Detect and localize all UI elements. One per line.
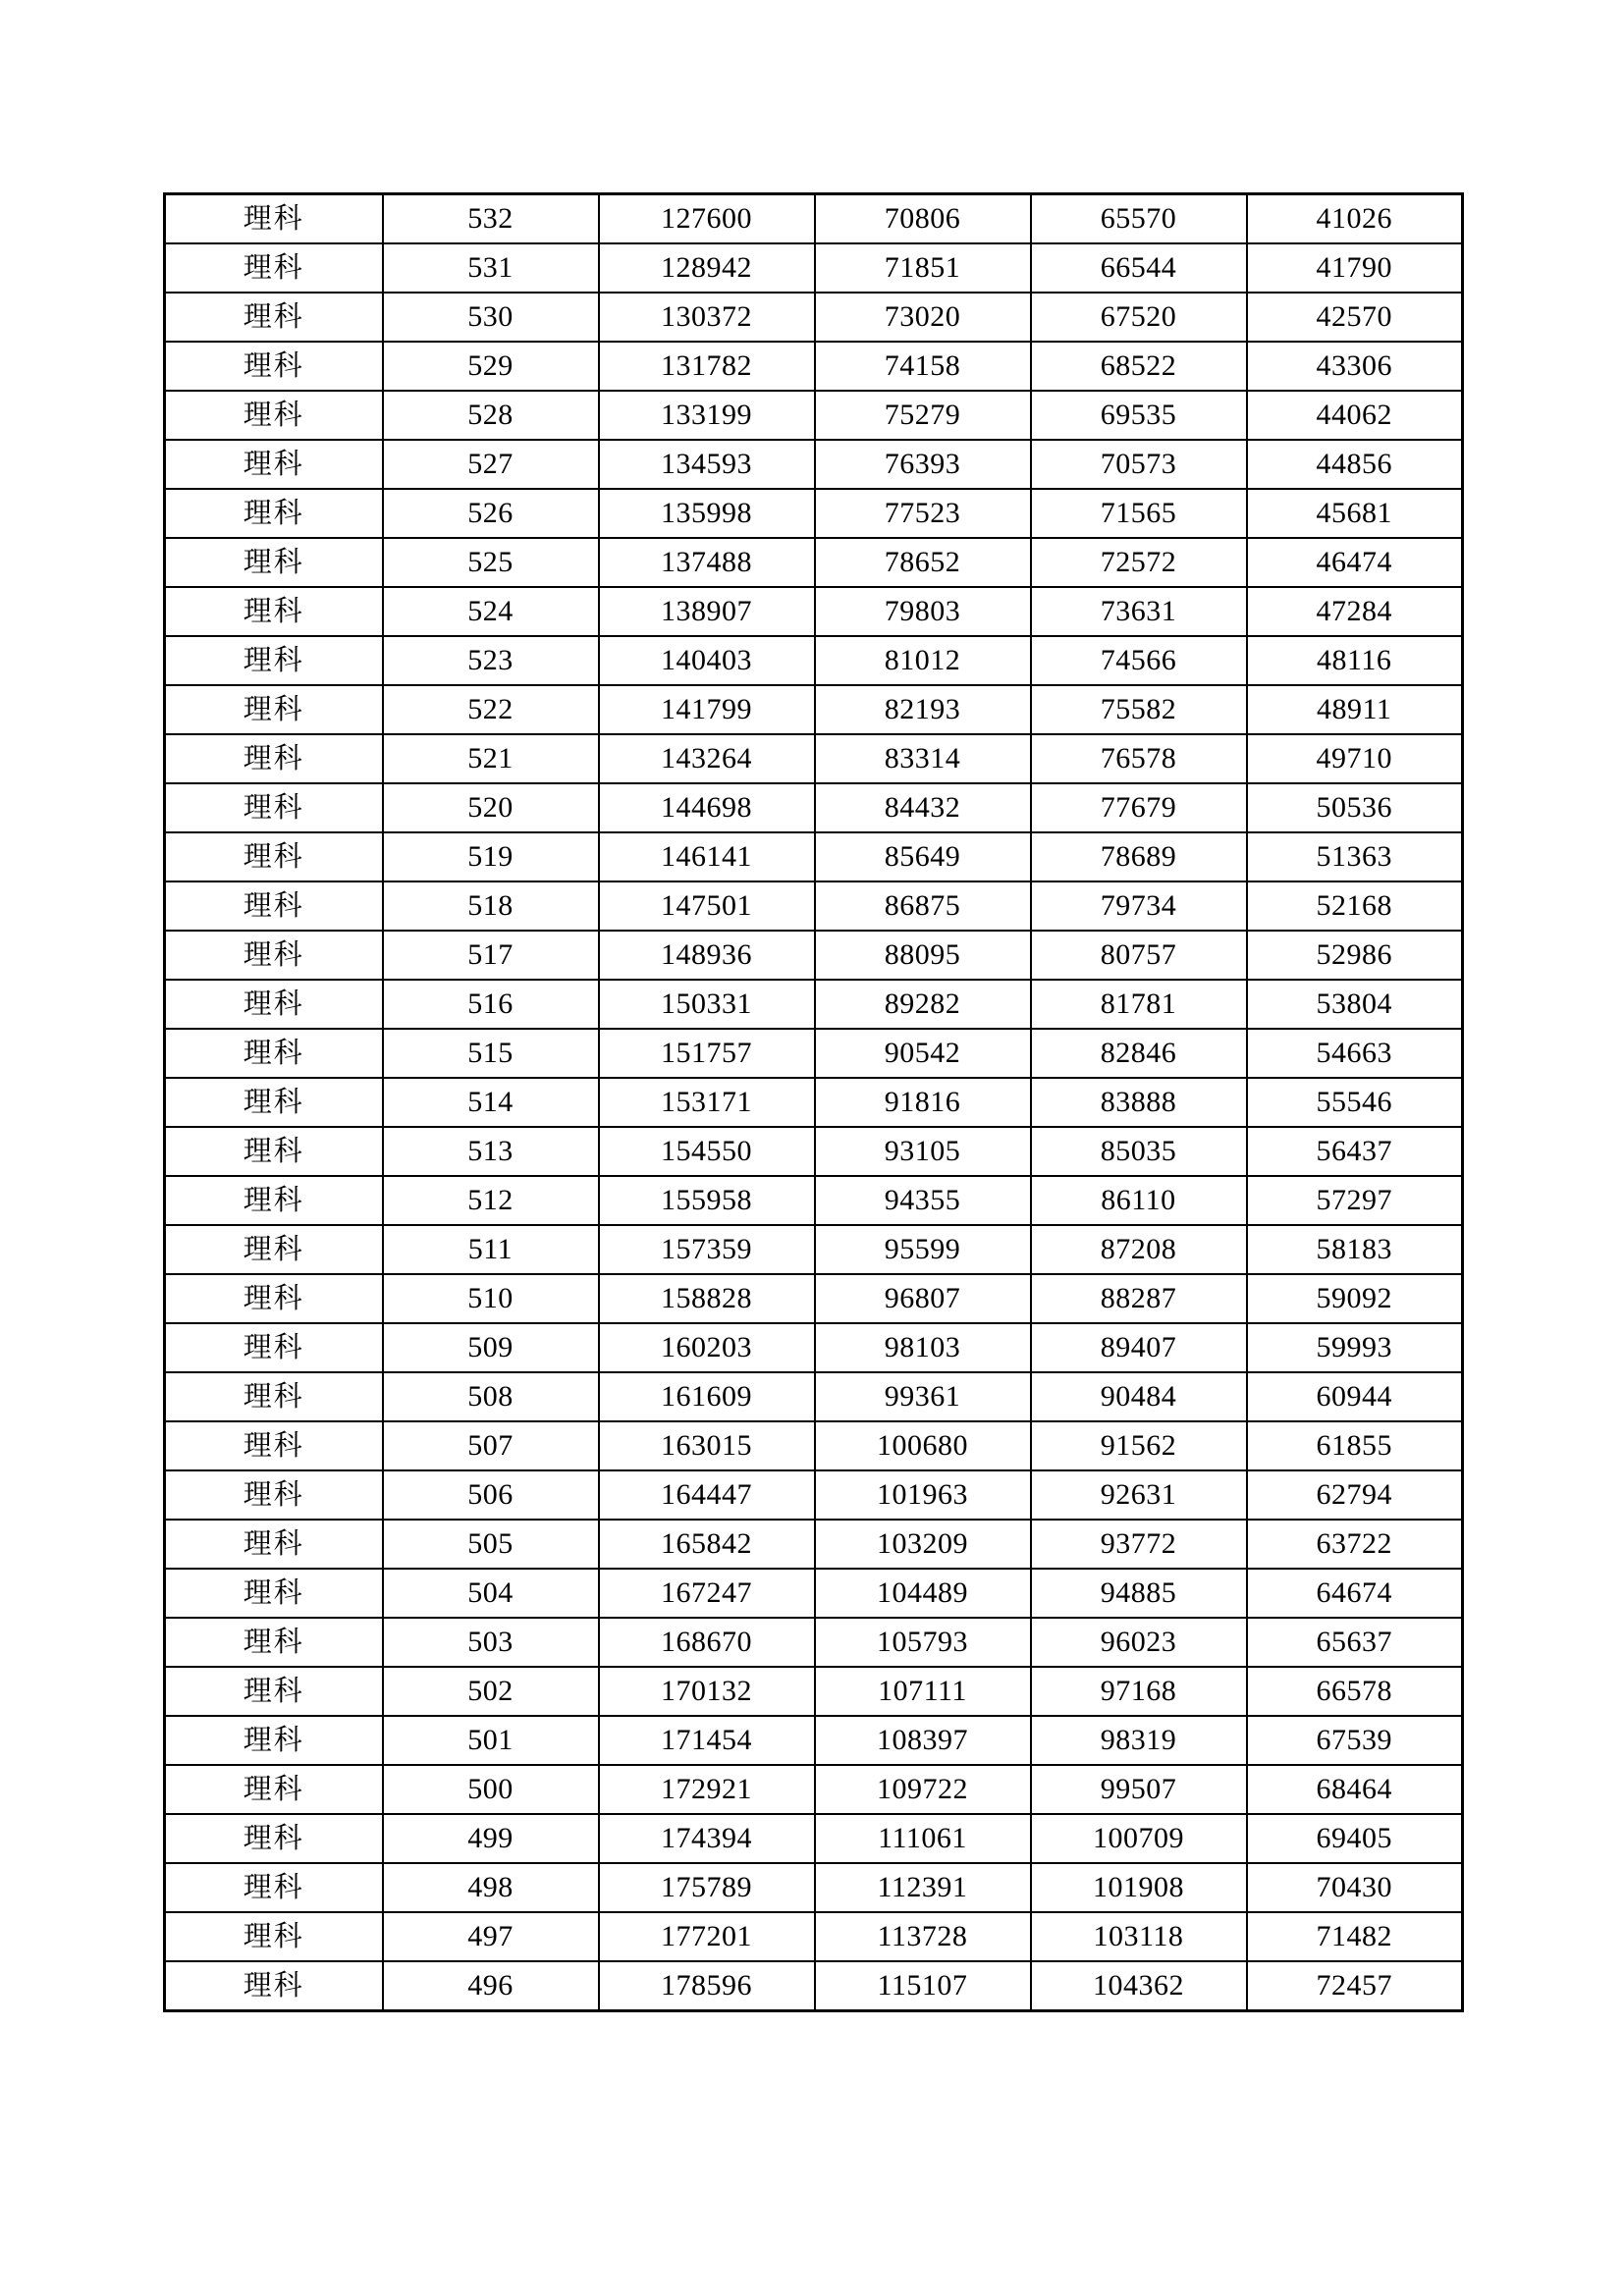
cell-track: 理科 bbox=[165, 1569, 383, 1618]
cell-cumulative_total: 146141 bbox=[599, 832, 815, 881]
cell-score: 526 bbox=[383, 489, 599, 538]
table-row bbox=[165, 636, 1463, 685]
cell-track: 理科 bbox=[165, 1814, 383, 1863]
cell-col5: 96023 bbox=[1031, 1618, 1247, 1667]
cell-cumulative_total: 140403 bbox=[599, 636, 815, 685]
table-row bbox=[165, 342, 1463, 391]
cell-col6: 43306 bbox=[1247, 342, 1463, 391]
cell-score: 520 bbox=[383, 783, 599, 832]
cell-col6: 71482 bbox=[1247, 1912, 1463, 1961]
cell-col5: 94885 bbox=[1031, 1569, 1247, 1618]
cell-cumulative_total: 154550 bbox=[599, 1127, 815, 1176]
cell-col4: 113728 bbox=[815, 1912, 1031, 1961]
cell-col5: 69535 bbox=[1031, 391, 1247, 440]
cell-score: 528 bbox=[383, 391, 599, 440]
cell-cumulative_total: 137488 bbox=[599, 538, 815, 587]
cell-col5: 77679 bbox=[1031, 783, 1247, 832]
cell-col4: 86875 bbox=[815, 881, 1031, 931]
cell-col6: 48911 bbox=[1247, 685, 1463, 734]
cell-col4: 74158 bbox=[815, 342, 1031, 391]
cell-track: 理科 bbox=[165, 1421, 383, 1470]
cell-track: 理科 bbox=[165, 1716, 383, 1765]
cell-score: 501 bbox=[383, 1716, 599, 1765]
cell-cumulative_total: 147501 bbox=[599, 881, 815, 931]
cell-score: 496 bbox=[383, 1961, 599, 2011]
table-row bbox=[165, 194, 1463, 244]
cell-cumulative_total: 127600 bbox=[599, 194, 815, 244]
cell-score: 498 bbox=[383, 1863, 599, 1912]
cell-cumulative_total: 168670 bbox=[599, 1618, 815, 1667]
cell-col5: 87208 bbox=[1031, 1225, 1247, 1274]
cell-cumulative_total: 141799 bbox=[599, 685, 815, 734]
cell-cumulative_total: 144698 bbox=[599, 783, 815, 832]
cell-cumulative_total: 130372 bbox=[599, 293, 815, 342]
cell-col4: 81012 bbox=[815, 636, 1031, 685]
cell-col5: 83888 bbox=[1031, 1078, 1247, 1127]
cell-cumulative_total: 177201 bbox=[599, 1912, 815, 1961]
cell-score: 527 bbox=[383, 440, 599, 489]
cell-score: 503 bbox=[383, 1618, 599, 1667]
cell-score: 519 bbox=[383, 832, 599, 881]
cell-col4: 96807 bbox=[815, 1274, 1031, 1323]
cell-col4: 75279 bbox=[815, 391, 1031, 440]
cell-track: 理科 bbox=[165, 538, 383, 587]
cell-col6: 41026 bbox=[1247, 194, 1463, 244]
table-row bbox=[165, 243, 1463, 293]
table-row bbox=[165, 1421, 1463, 1470]
cell-track: 理科 bbox=[165, 489, 383, 538]
table-row bbox=[165, 293, 1463, 342]
cell-cumulative_total: 148936 bbox=[599, 931, 815, 980]
cell-col6: 61855 bbox=[1247, 1421, 1463, 1470]
cell-score: 517 bbox=[383, 931, 599, 980]
table-row bbox=[165, 685, 1463, 734]
cell-track: 理科 bbox=[165, 1372, 383, 1421]
cell-track: 理科 bbox=[165, 881, 383, 931]
table-row bbox=[165, 783, 1463, 832]
cell-score: 525 bbox=[383, 538, 599, 587]
cell-track: 理科 bbox=[165, 1863, 383, 1912]
cell-col4: 95599 bbox=[815, 1225, 1031, 1274]
cell-col5: 90484 bbox=[1031, 1372, 1247, 1421]
cell-col5: 100709 bbox=[1031, 1814, 1247, 1863]
cell-score: 506 bbox=[383, 1470, 599, 1520]
cell-col4: 107111 bbox=[815, 1667, 1031, 1716]
cell-col5: 88287 bbox=[1031, 1274, 1247, 1323]
cell-score: 529 bbox=[383, 342, 599, 391]
cell-cumulative_total: 134593 bbox=[599, 440, 815, 489]
cell-col5: 65570 bbox=[1031, 194, 1247, 244]
cell-score: 512 bbox=[383, 1176, 599, 1225]
table-row bbox=[165, 1863, 1463, 1912]
cell-track: 理科 bbox=[165, 1176, 383, 1225]
table-row bbox=[165, 1765, 1463, 1814]
cell-score: 508 bbox=[383, 1372, 599, 1421]
table-row bbox=[165, 1667, 1463, 1716]
cell-col5: 93772 bbox=[1031, 1520, 1247, 1569]
cell-score: 523 bbox=[383, 636, 599, 685]
cell-col5: 70573 bbox=[1031, 440, 1247, 489]
cell-track: 理科 bbox=[165, 587, 383, 636]
cell-col4: 71851 bbox=[815, 243, 1031, 293]
cell-score: 502 bbox=[383, 1667, 599, 1716]
table-row bbox=[165, 587, 1463, 636]
cell-col6: 54663 bbox=[1247, 1029, 1463, 1078]
table-row bbox=[165, 1029, 1463, 1078]
cell-col6: 41790 bbox=[1247, 243, 1463, 293]
cell-col5: 79734 bbox=[1031, 881, 1247, 931]
cell-col4: 98103 bbox=[815, 1323, 1031, 1372]
cell-col4: 100680 bbox=[815, 1421, 1031, 1470]
cell-track: 理科 bbox=[165, 194, 383, 244]
cell-cumulative_total: 175789 bbox=[599, 1863, 815, 1912]
cell-score: 510 bbox=[383, 1274, 599, 1323]
cell-col4: 115107 bbox=[815, 1961, 1031, 2011]
cell-cumulative_total: 151757 bbox=[599, 1029, 815, 1078]
cell-track: 理科 bbox=[165, 243, 383, 293]
cell-col6: 42570 bbox=[1247, 293, 1463, 342]
cell-cumulative_total: 164447 bbox=[599, 1470, 815, 1520]
cell-track: 理科 bbox=[165, 1765, 383, 1814]
cell-track: 理科 bbox=[165, 1961, 383, 2011]
cell-col5: 99507 bbox=[1031, 1765, 1247, 1814]
cell-track: 理科 bbox=[165, 931, 383, 980]
cell-track: 理科 bbox=[165, 1274, 383, 1323]
table-row bbox=[165, 1323, 1463, 1372]
cell-cumulative_total: 155958 bbox=[599, 1176, 815, 1225]
cell-col6: 56437 bbox=[1247, 1127, 1463, 1176]
cell-col4: 77523 bbox=[815, 489, 1031, 538]
cell-track: 理科 bbox=[165, 1323, 383, 1372]
cell-score: 521 bbox=[383, 734, 599, 783]
cell-cumulative_total: 133199 bbox=[599, 391, 815, 440]
cell-col6: 63722 bbox=[1247, 1520, 1463, 1569]
cell-col5: 82846 bbox=[1031, 1029, 1247, 1078]
cell-col4: 70806 bbox=[815, 194, 1031, 244]
cell-track: 理科 bbox=[165, 734, 383, 783]
cell-col6: 68464 bbox=[1247, 1765, 1463, 1814]
table-row bbox=[165, 734, 1463, 783]
cell-score: 513 bbox=[383, 1127, 599, 1176]
score-distribution-table bbox=[163, 192, 1464, 2012]
cell-col4: 85649 bbox=[815, 832, 1031, 881]
cell-track: 理科 bbox=[165, 293, 383, 342]
cell-cumulative_total: 171454 bbox=[599, 1716, 815, 1765]
cell-col5: 101908 bbox=[1031, 1863, 1247, 1912]
cell-col6: 44856 bbox=[1247, 440, 1463, 489]
cell-col6: 49710 bbox=[1247, 734, 1463, 783]
cell-score: 532 bbox=[383, 194, 599, 244]
cell-col5: 80757 bbox=[1031, 931, 1247, 980]
cell-cumulative_total: 150331 bbox=[599, 980, 815, 1029]
cell-col6: 52986 bbox=[1247, 931, 1463, 980]
cell-track: 理科 bbox=[165, 1667, 383, 1716]
cell-col5: 76578 bbox=[1031, 734, 1247, 783]
cell-col4: 78652 bbox=[815, 538, 1031, 587]
cell-track: 理科 bbox=[165, 1618, 383, 1667]
table-row bbox=[165, 1470, 1463, 1520]
cell-col4: 89282 bbox=[815, 980, 1031, 1029]
table-row bbox=[165, 1912, 1463, 1961]
cell-score: 530 bbox=[383, 293, 599, 342]
cell-col4: 111061 bbox=[815, 1814, 1031, 1863]
table-row bbox=[165, 391, 1463, 440]
cell-score: 515 bbox=[383, 1029, 599, 1078]
cell-col5: 75582 bbox=[1031, 685, 1247, 734]
cell-col6: 44062 bbox=[1247, 391, 1463, 440]
cell-col4: 93105 bbox=[815, 1127, 1031, 1176]
cell-col5: 81781 bbox=[1031, 980, 1247, 1029]
cell-score: 524 bbox=[383, 587, 599, 636]
cell-cumulative_total: 143264 bbox=[599, 734, 815, 783]
cell-score: 505 bbox=[383, 1520, 599, 1569]
cell-col5: 103118 bbox=[1031, 1912, 1247, 1961]
cell-col4: 76393 bbox=[815, 440, 1031, 489]
cell-score: 497 bbox=[383, 1912, 599, 1961]
cell-col5: 73631 bbox=[1031, 587, 1247, 636]
cell-cumulative_total: 153171 bbox=[599, 1078, 815, 1127]
cell-track: 理科 bbox=[165, 685, 383, 734]
table-row bbox=[165, 1078, 1463, 1127]
cell-col4: 101963 bbox=[815, 1470, 1031, 1520]
cell-track: 理科 bbox=[165, 636, 383, 685]
cell-col6: 51363 bbox=[1247, 832, 1463, 881]
cell-col6: 69405 bbox=[1247, 1814, 1463, 1863]
table-row bbox=[165, 1814, 1463, 1863]
cell-col6: 57297 bbox=[1247, 1176, 1463, 1225]
cell-col6: 66578 bbox=[1247, 1667, 1463, 1716]
table-row bbox=[165, 1716, 1463, 1765]
table-row bbox=[165, 440, 1463, 489]
cell-col5: 98319 bbox=[1031, 1716, 1247, 1765]
cell-col4: 108397 bbox=[815, 1716, 1031, 1765]
cell-col5: 67520 bbox=[1031, 293, 1247, 342]
cell-col5: 91562 bbox=[1031, 1421, 1247, 1470]
cell-col4: 83314 bbox=[815, 734, 1031, 783]
table-row bbox=[165, 1127, 1463, 1176]
cell-col4: 99361 bbox=[815, 1372, 1031, 1421]
cell-col5: 97168 bbox=[1031, 1667, 1247, 1716]
cell-col6: 45681 bbox=[1247, 489, 1463, 538]
cell-cumulative_total: 158828 bbox=[599, 1274, 815, 1323]
table-row bbox=[165, 1520, 1463, 1569]
cell-col4: 79803 bbox=[815, 587, 1031, 636]
cell-track: 理科 bbox=[165, 440, 383, 489]
cell-col5: 85035 bbox=[1031, 1127, 1247, 1176]
cell-track: 理科 bbox=[165, 391, 383, 440]
table-row bbox=[165, 1225, 1463, 1274]
cell-col6: 67539 bbox=[1247, 1716, 1463, 1765]
cell-track: 理科 bbox=[165, 783, 383, 832]
cell-score: 531 bbox=[383, 243, 599, 293]
cell-col5: 92631 bbox=[1031, 1470, 1247, 1520]
table-row bbox=[165, 881, 1463, 931]
cell-col4: 109722 bbox=[815, 1765, 1031, 1814]
cell-col4: 94355 bbox=[815, 1176, 1031, 1225]
table-row bbox=[165, 1176, 1463, 1225]
cell-col4: 88095 bbox=[815, 931, 1031, 980]
cell-score: 516 bbox=[383, 980, 599, 1029]
cell-col6: 53804 bbox=[1247, 980, 1463, 1029]
cell-col6: 64674 bbox=[1247, 1569, 1463, 1618]
cell-score: 499 bbox=[383, 1814, 599, 1863]
cell-col4: 112391 bbox=[815, 1863, 1031, 1912]
cell-track: 理科 bbox=[165, 342, 383, 391]
cell-track: 理科 bbox=[165, 1225, 383, 1274]
cell-track: 理科 bbox=[165, 1912, 383, 1961]
cell-cumulative_total: 174394 bbox=[599, 1814, 815, 1863]
cell-col5: 89407 bbox=[1031, 1323, 1247, 1372]
score-table-body bbox=[165, 194, 1463, 2011]
cell-col6: 55546 bbox=[1247, 1078, 1463, 1127]
cell-cumulative_total: 178596 bbox=[599, 1961, 815, 2011]
table-row bbox=[165, 538, 1463, 587]
cell-cumulative_total: 160203 bbox=[599, 1323, 815, 1372]
cell-cumulative_total: 172921 bbox=[599, 1765, 815, 1814]
cell-cumulative_total: 157359 bbox=[599, 1225, 815, 1274]
cell-col4: 91816 bbox=[815, 1078, 1031, 1127]
cell-cumulative_total: 161609 bbox=[599, 1372, 815, 1421]
cell-track: 理科 bbox=[165, 1029, 383, 1078]
cell-col5: 72572 bbox=[1031, 538, 1247, 587]
cell-col4: 104489 bbox=[815, 1569, 1031, 1618]
cell-score: 509 bbox=[383, 1323, 599, 1372]
cell-track: 理科 bbox=[165, 1470, 383, 1520]
cell-col5: 104362 bbox=[1031, 1961, 1247, 2011]
cell-col6: 59993 bbox=[1247, 1323, 1463, 1372]
cell-col6: 46474 bbox=[1247, 538, 1463, 587]
cell-cumulative_total: 135998 bbox=[599, 489, 815, 538]
cell-track: 理科 bbox=[165, 832, 383, 881]
cell-track: 理科 bbox=[165, 980, 383, 1029]
cell-cumulative_total: 163015 bbox=[599, 1421, 815, 1470]
cell-col4: 105793 bbox=[815, 1618, 1031, 1667]
score-table-container bbox=[163, 192, 1461, 2012]
cell-col5: 74566 bbox=[1031, 636, 1247, 685]
cell-col6: 47284 bbox=[1247, 587, 1463, 636]
table-row bbox=[165, 489, 1463, 538]
cell-col5: 86110 bbox=[1031, 1176, 1247, 1225]
cell-col6: 52168 bbox=[1247, 881, 1463, 931]
cell-col4: 84432 bbox=[815, 783, 1031, 832]
cell-track: 理科 bbox=[165, 1078, 383, 1127]
table-row bbox=[165, 832, 1463, 881]
cell-col6: 50536 bbox=[1247, 783, 1463, 832]
cell-col4: 103209 bbox=[815, 1520, 1031, 1569]
cell-col4: 90542 bbox=[815, 1029, 1031, 1078]
cell-col4: 73020 bbox=[815, 293, 1031, 342]
cell-col5: 71565 bbox=[1031, 489, 1247, 538]
table-row bbox=[165, 931, 1463, 980]
table-row bbox=[165, 1274, 1463, 1323]
cell-score: 518 bbox=[383, 881, 599, 931]
cell-col6: 59092 bbox=[1247, 1274, 1463, 1323]
cell-cumulative_total: 165842 bbox=[599, 1520, 815, 1569]
cell-cumulative_total: 167247 bbox=[599, 1569, 815, 1618]
cell-col6: 62794 bbox=[1247, 1470, 1463, 1520]
table-row bbox=[165, 1372, 1463, 1421]
cell-score: 507 bbox=[383, 1421, 599, 1470]
cell-col6: 48116 bbox=[1247, 636, 1463, 685]
cell-col6: 65637 bbox=[1247, 1618, 1463, 1667]
cell-col5: 68522 bbox=[1031, 342, 1247, 391]
cell-col6: 60944 bbox=[1247, 1372, 1463, 1421]
cell-col6: 58183 bbox=[1247, 1225, 1463, 1274]
cell-score: 514 bbox=[383, 1078, 599, 1127]
cell-score: 504 bbox=[383, 1569, 599, 1618]
cell-cumulative_total: 131782 bbox=[599, 342, 815, 391]
table-row bbox=[165, 1569, 1463, 1618]
table-row bbox=[165, 1618, 1463, 1667]
cell-track: 理科 bbox=[165, 1127, 383, 1176]
cell-score: 522 bbox=[383, 685, 599, 734]
cell-cumulative_total: 170132 bbox=[599, 1667, 815, 1716]
table-row bbox=[165, 980, 1463, 1029]
table-row bbox=[165, 1961, 1463, 2011]
cell-track: 理科 bbox=[165, 1520, 383, 1569]
cell-cumulative_total: 138907 bbox=[599, 587, 815, 636]
cell-cumulative_total: 128942 bbox=[599, 243, 815, 293]
cell-col5: 66544 bbox=[1031, 243, 1247, 293]
cell-score: 511 bbox=[383, 1225, 599, 1274]
cell-col4: 82193 bbox=[815, 685, 1031, 734]
cell-col6: 72457 bbox=[1247, 1961, 1463, 2011]
cell-score: 500 bbox=[383, 1765, 599, 1814]
cell-col5: 78689 bbox=[1031, 832, 1247, 881]
cell-col6: 70430 bbox=[1247, 1863, 1463, 1912]
